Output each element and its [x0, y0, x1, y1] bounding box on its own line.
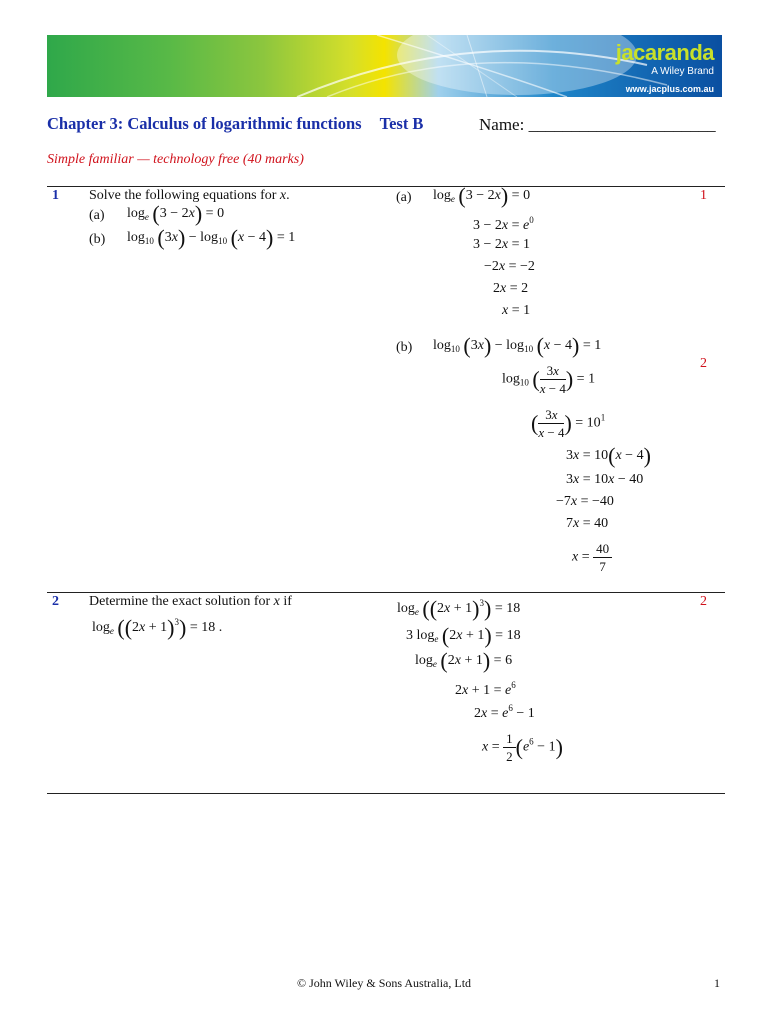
- brand-subtitle: A Wiley Brand: [651, 66, 714, 77]
- divider: [47, 592, 725, 593]
- page-number: 1: [714, 976, 720, 990]
- solution-line: 3 $\log_e (2x + 1) = 18$: [406, 622, 521, 648]
- part-label: (b): [89, 232, 106, 247]
- solution-line: x = $\frac{40}{7}$: [572, 540, 612, 575]
- prompt-text-end: if: [283, 594, 292, 609]
- equation: $\log_e ((2x + 1)^3) = 18$ .: [92, 614, 223, 640]
- test-label: Test B: [379, 114, 424, 133]
- question-1-part-a: [89, 208, 105, 224]
- divider: [47, 793, 725, 794]
- prompt-text: Determine the exact solution for: [89, 594, 271, 609]
- solution-line: x = 1: [502, 303, 531, 318]
- page-title: [47, 114, 423, 134]
- prompt-variable: x: [279, 188, 287, 203]
- solution-line: $3 - 2x = e^0$: [473, 215, 534, 233]
- solution-line: 3 − 2x = 1: [473, 237, 531, 252]
- solution-line: 3x = 10x − 40: [566, 472, 644, 487]
- section-heading: Simple familiar — technology free (40 marks): [47, 152, 304, 167]
- prompt-text: Solve the following equations for: [89, 188, 277, 203]
- copyright-footer: © John Wiley & Sons Australia, Ltd: [296, 976, 472, 990]
- question-2-prompt: [89, 594, 292, 610]
- brand-url: www.jacplus.com.au: [625, 84, 714, 94]
- question-1-prompt: Solve the following equations for x.: [89, 188, 290, 203]
- solution-line: $2x + 1 = e^6$: [455, 680, 516, 698]
- solution-line: 3x = 10(x − 4): [566, 442, 651, 468]
- question-number-2: 2: [52, 594, 59, 609]
- solution-line: $\log_e (3 - 2x) = 0$: [433, 182, 531, 208]
- question-number-1: 1: [52, 188, 59, 203]
- mark-value: 2: [700, 356, 707, 371]
- mark-value: 1: [700, 188, 707, 203]
- chapter-title: Chapter 3: Calculus of logarithmic functions: [47, 114, 362, 133]
- solution-line: x = $\frac{1}{2}$ $(e^6 - 1)$: [482, 731, 563, 764]
- divider: [47, 186, 725, 187]
- header-banner: [47, 35, 722, 97]
- solution-line: 2x = 2: [493, 281, 529, 296]
- solution-line: ( $\frac{3x}{x - 4}$ ) = $10^1$: [531, 407, 606, 440]
- solution-line: $\log_{10} (3x) - \log_{10} (x - 4) = 1$: [433, 332, 602, 358]
- brand-logo-text: jacaranda: [615, 40, 714, 65]
- solution-line: $\log_e ((2x + 1)^3) = 18$: [397, 595, 521, 621]
- solution-line: $2x = e^6 - 1$: [474, 703, 535, 721]
- solution-line: 7x = 40: [566, 516, 609, 531]
- solution-a-label: (a): [396, 190, 412, 205]
- prompt-variable: x: [273, 594, 280, 609]
- name-field-label: Name: ______________________: [479, 115, 716, 134]
- solution-line: $\log_{10}$ ( $\frac{3x}{x - 4}$ ) = 1: [502, 363, 596, 396]
- equation: $\log_{10} (3x) - \log_{10} (x - 4) = 1$: [127, 224, 296, 250]
- equation: $\log_e (3 - 2x) = 0$: [127, 200, 225, 226]
- solution-line: −2x = −2: [484, 259, 535, 274]
- solution-line: $\log_e (2x + 1) = 6$: [415, 647, 513, 673]
- question-1-part-b: [89, 232, 105, 248]
- part-label: (a): [89, 208, 105, 223]
- solution-b-label: (b): [396, 340, 413, 355]
- jacaranda-logo: [616, 41, 714, 96]
- solution-line: −7x = −40: [556, 494, 614, 509]
- mark-value: 2: [700, 594, 707, 609]
